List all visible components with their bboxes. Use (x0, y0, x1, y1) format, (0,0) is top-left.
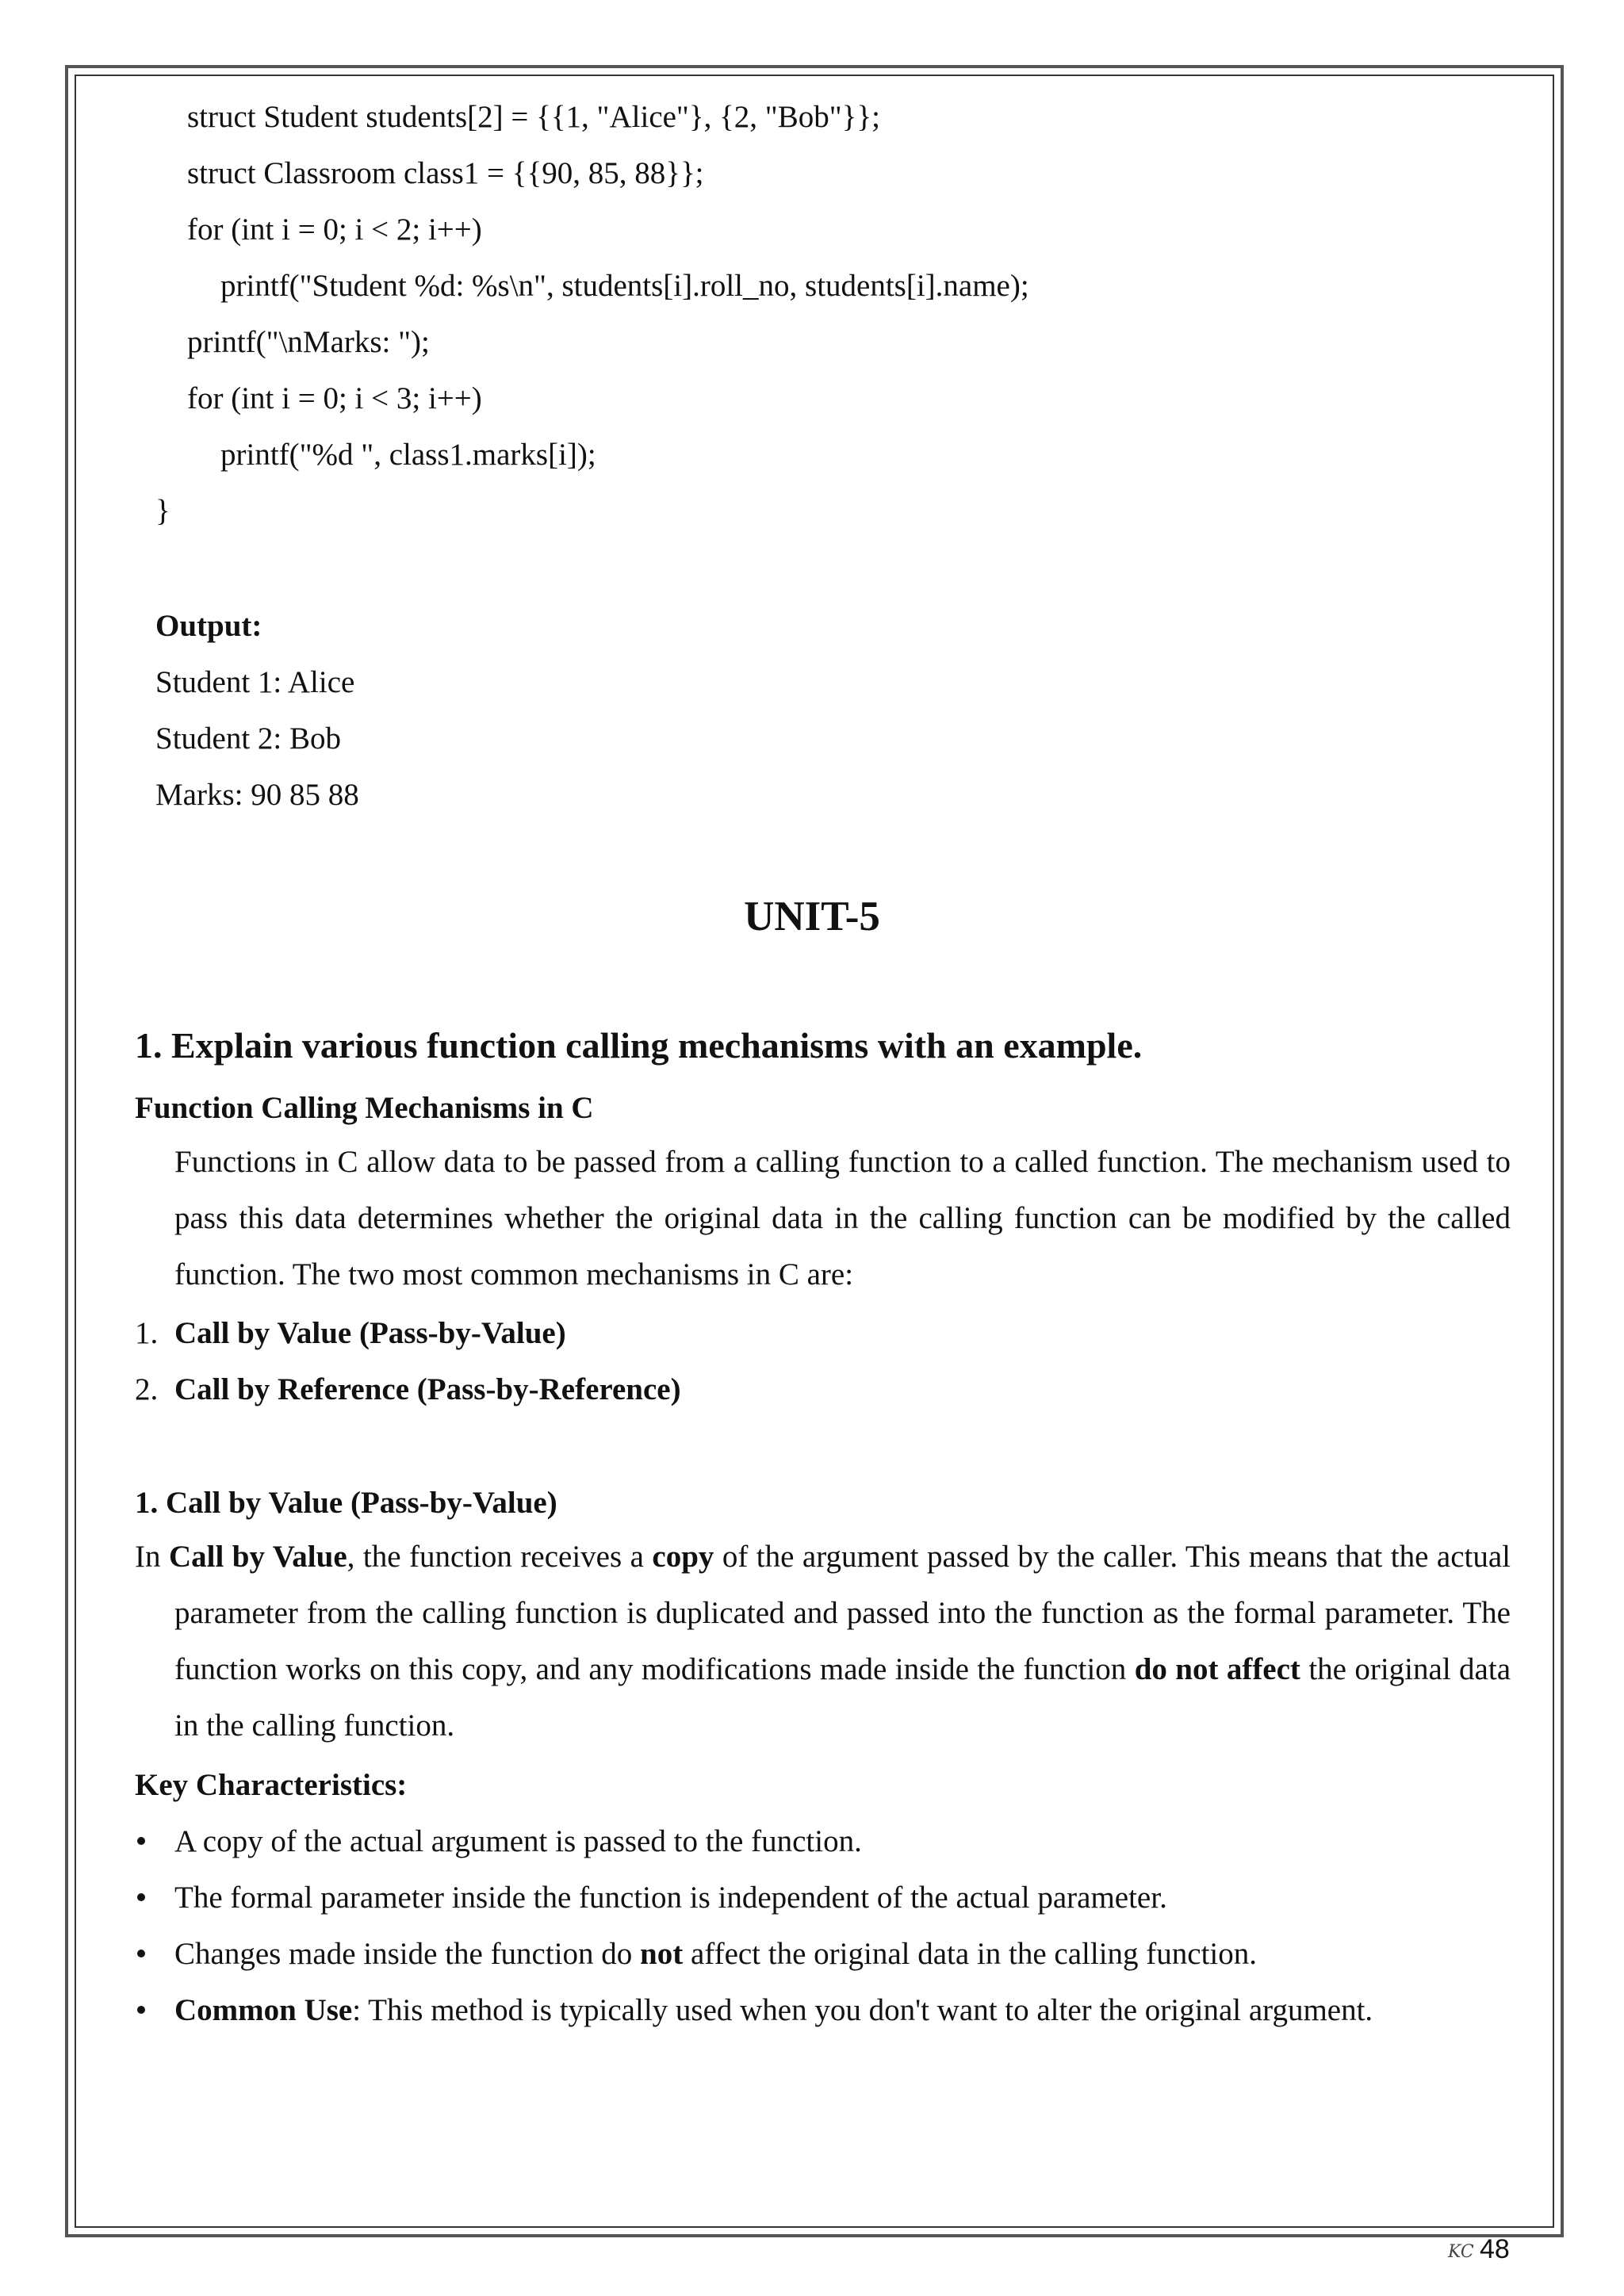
bullet-item: A copy of the actual argument is passed to the function. (174, 1824, 862, 1858)
paragraph-text: of the argument passed by the caller. This means that the actual parameter from the calling function is duplicated and passed into the function as the formal parameter. The function works on this copy, and any modifications made inside the function (174, 1540, 1511, 1686)
bullet-item (174, 1995, 1373, 2026)
paragraph-text: the original data in the calling function. (174, 1652, 1511, 1743)
paragraph-text: In (135, 1540, 169, 1574)
bullet-bold: not (640, 1937, 684, 1971)
question-title: 1. Explain various function calling mechanisms with an example. (135, 1025, 1143, 1066)
output-heading: Output: (155, 609, 262, 643)
paragraph-bold: do not affect (1134, 1652, 1300, 1686)
list-number: 2. (135, 1372, 159, 1406)
bullet-icon (137, 2006, 145, 2014)
output-line: Student 2: Bob (155, 721, 342, 756)
list-number: 1. (135, 1316, 159, 1350)
bullet-text: affect the original data in the calling function. (683, 1937, 1258, 1971)
paragraph-bold: Call by Value (168, 1540, 347, 1574)
code-line: for (int i = 0; i < 3; i++) (187, 381, 482, 415)
output-line: Marks: 90 85 88 (155, 778, 359, 812)
code-line: struct Classroom class1 = {{90, 85, 88}}; (187, 156, 704, 190)
code-line: printf("Student %d: %s\n", students[i].roll_no, students[i].name); (220, 269, 1029, 303)
unit-title: UNIT-5 (744, 894, 880, 939)
code-line: struct Student students[2] = {{1, "Alice"}, {2, "Bob"}}; (187, 100, 880, 134)
paragraph-text: , the function receives a (347, 1540, 653, 1574)
list-item: Call by Reference (Pass-by-Reference) (174, 1372, 681, 1406)
section-subheading: Function Calling Mechanisms in C (135, 1091, 594, 1125)
intro-paragraph: Functions in C allow data to be passed from a calling function to a called function. The mechanism used to pass this data determines whether the original data in the calling function can be modified by the called function. The two most common mechanisms in C are: (174, 1145, 1511, 1292)
list-item: Call by Value (Pass-by-Value) (174, 1316, 566, 1350)
page-number: 48 (1480, 2234, 1510, 2264)
paragraph-bold: copy (652, 1540, 714, 1574)
bullet-icon (137, 1837, 145, 1845)
code-line: printf("\nMarks: "); (187, 325, 430, 359)
bullet-icon (137, 1893, 145, 1901)
author-mark: KC (1448, 2242, 1474, 2262)
call-by-value-paragraph (135, 1529, 1511, 1754)
bullet-item (174, 1938, 1257, 1969)
bullet-icon (137, 1950, 145, 1957)
code-line: printf("%d ", class1.marks[i]); (220, 438, 596, 472)
bullet-text: Changes made inside the function do (174, 1937, 641, 1971)
bullet-bold: Common Use (174, 1993, 353, 2027)
call-by-value-heading: 1. Call by Value (Pass-by-Value) (135, 1486, 557, 1520)
code-line: } (155, 494, 170, 528)
bullet-text: : This method is typically used when you don't want to alter the original argument. (352, 1993, 1373, 2027)
output-line: Student 1: Alice (155, 665, 355, 699)
key-characteristics-heading: Key Characteristics: (135, 1768, 408, 1802)
code-line: for (int i = 0; i < 2; i++) (187, 212, 482, 247)
bullet-item: The formal parameter inside the function is independent of the actual parameter. (174, 1881, 1167, 1915)
